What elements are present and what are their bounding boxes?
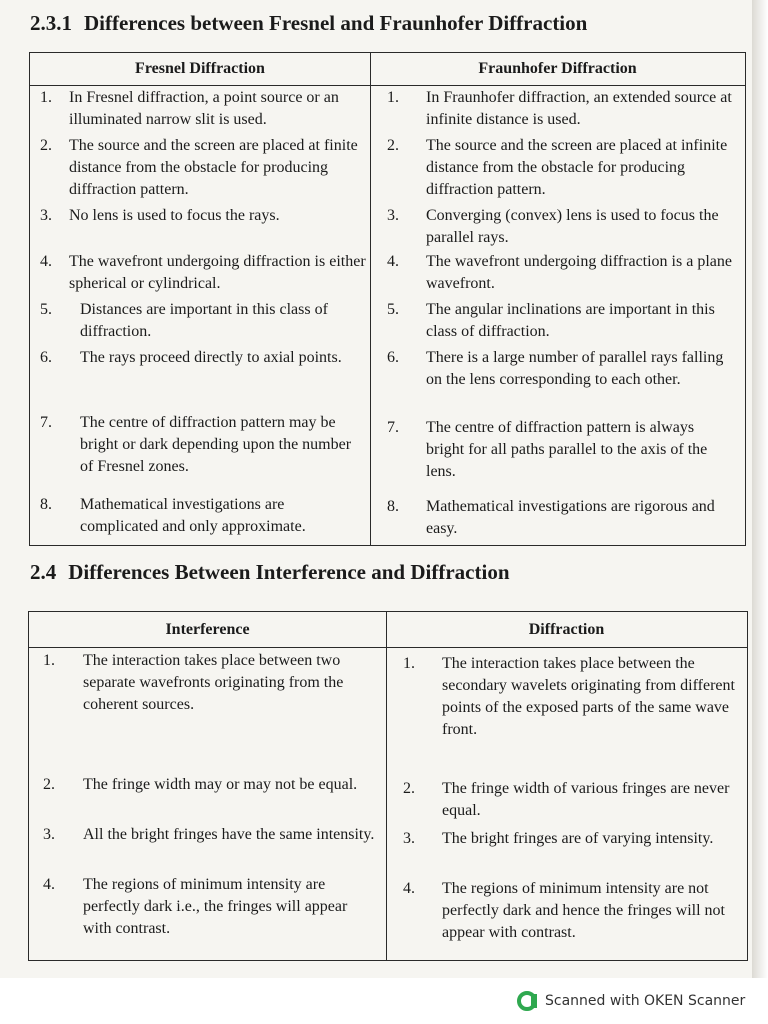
- section-title: Differences between Fresnel and Fraunhofer Diffraction: [84, 11, 588, 35]
- table-cell: [43, 874, 378, 940]
- section-heading-2-3-1: [30, 11, 587, 35]
- cell-text: In Fraunhofer diffraction, an extended source at infinite distance is used.: [426, 89, 732, 128]
- cell-text: The interaction takes place between the secondary wavelets originating from different points of the exposed parts of the same wave front.: [442, 655, 735, 738]
- row-number: 7.: [387, 419, 399, 436]
- row-number: 3.: [43, 826, 55, 843]
- table-cell: [40, 299, 366, 343]
- column-divider: [370, 53, 371, 545]
- table-header-row: [29, 612, 747, 648]
- table-cell: [387, 347, 736, 391]
- table-cell: [40, 135, 366, 201]
- table-header-row: [30, 53, 745, 86]
- row-number: 3.: [40, 207, 52, 224]
- table-cell: [387, 417, 736, 483]
- row-number: 8.: [40, 496, 52, 513]
- table-cell: [387, 205, 736, 249]
- row-number: 8.: [387, 498, 399, 515]
- table-cell: [43, 824, 378, 846]
- table-cell: [403, 828, 737, 850]
- cell-text: Converging (convex) lens is used to focus the parallel rays.: [426, 207, 719, 246]
- fresnel-fraunhofer-table: [29, 52, 746, 546]
- cell-text: There is a large number of parallel rays falling on the lens corresponding to each other.: [426, 349, 724, 388]
- cell-text: The fringe width may or may not be equal.: [83, 776, 358, 793]
- table-cell: [387, 496, 736, 540]
- table-cell: [403, 653, 737, 741]
- table-cell: [387, 135, 736, 201]
- section-heading-2-4: [30, 560, 510, 584]
- row-number: 1.: [387, 89, 399, 106]
- row-number: 7.: [40, 414, 52, 431]
- cell-text: The source and the screen are placed at finite distance from the obstacle for producing diffraction pattern.: [69, 137, 358, 198]
- table-cell: [403, 878, 737, 944]
- cell-text: Distances are important in this class of diffraction.: [80, 301, 328, 340]
- row-number: 4.: [43, 876, 55, 893]
- table-cell: [40, 205, 366, 227]
- cell-text: The interaction takes place between two separate wavefronts originating from the coherent sources.: [83, 652, 344, 713]
- oken-scanner-logo-icon: [517, 991, 537, 1011]
- cell-text: The centre of diffraction pattern may be bright or dark depending upon the number of Fresnel zones.: [80, 414, 352, 475]
- scanner-watermark: [517, 990, 745, 1012]
- table-cell: [43, 650, 378, 716]
- row-number: 3.: [403, 830, 415, 847]
- cell-text: The source and the screen are placed at infinite distance from the obstacle for producing diffraction pattern.: [426, 137, 728, 198]
- cell-text: In Fresnel diffraction, a point source or an illuminated narrow slit is used.: [69, 89, 339, 128]
- cell-text: The wavefront undergoing diffraction is a plane wavefront.: [426, 253, 732, 292]
- scanner-text: Scanned with OKEN Scanner: [545, 993, 746, 1009]
- table-cell: [387, 299, 736, 343]
- cell-text: No lens is used to focus the rays.: [69, 207, 280, 224]
- row-number: 1.: [40, 89, 52, 106]
- page-edge-shadow: [752, 0, 768, 978]
- cell-text: All the bright fringes have the same intensity.: [83, 826, 375, 843]
- table-cell: [40, 347, 366, 369]
- column-divider: [386, 612, 387, 960]
- table-cell: [387, 87, 736, 131]
- row-number: 2.: [403, 780, 415, 797]
- column-header-interference: Interference: [165, 620, 250, 638]
- table-cell: [40, 251, 366, 295]
- cell-text: Mathematical investigations are complicated and only approximate.: [80, 496, 306, 535]
- cell-text: The wavefront undergoing diffraction is either spherical or cylindrical.: [69, 253, 366, 292]
- cell-text: The fringe width of various fringes are never equal.: [442, 780, 730, 819]
- column-header-fresnel: Fresnel Diffraction: [135, 60, 265, 77]
- row-number: 4.: [403, 880, 415, 897]
- table-cell: [40, 87, 366, 131]
- row-number: 2.: [43, 776, 55, 793]
- cell-text: The bright fringes are of varying intensity.: [442, 830, 714, 847]
- interference-diffraction-table: [28, 611, 748, 961]
- cell-text: The rays proceed directly to axial points.: [80, 349, 342, 366]
- cell-text: The centre of diffraction pattern is always bright for all paths parallel to the axis of the lens.: [426, 419, 708, 480]
- table-cell: [40, 412, 366, 478]
- row-number: 5.: [40, 301, 52, 318]
- section-title: Differences Between Interference and Diffraction: [68, 560, 510, 584]
- row-number: 1.: [403, 655, 415, 672]
- row-number: 1.: [43, 652, 55, 669]
- column-header-fraunhofer: Fraunhofer Diffraction: [478, 60, 637, 77]
- row-number: 4.: [40, 253, 52, 270]
- row-number: 3.: [387, 207, 399, 224]
- section-number: 2.4: [30, 560, 57, 584]
- table-cell: [403, 778, 737, 822]
- logo-bar: [531, 994, 537, 1008]
- table-cell: [40, 494, 366, 538]
- row-number: 2.: [40, 137, 52, 154]
- table-cell: [43, 774, 378, 796]
- cell-text: The angular inclinations are important in this class of diffraction.: [426, 301, 715, 340]
- cell-text: The regions of minimum intensity are perfectly dark i.e., the fringes will appear with contrast.: [83, 876, 348, 937]
- cell-text: Mathematical investigations are rigorous and easy.: [426, 498, 715, 537]
- column-header-diffraction: Diffraction: [528, 620, 605, 638]
- section-number: 2.3.1: [30, 11, 72, 35]
- cell-text: The regions of minimum intensity are not perfectly dark and hence the fringes will not appear with contrast.: [442, 880, 725, 941]
- row-number: 4.: [387, 253, 399, 270]
- row-number: 6.: [40, 349, 52, 366]
- row-number: 5.: [387, 301, 399, 318]
- row-number: 2.: [387, 137, 399, 154]
- table-cell: [387, 251, 736, 295]
- row-number: 6.: [387, 349, 399, 366]
